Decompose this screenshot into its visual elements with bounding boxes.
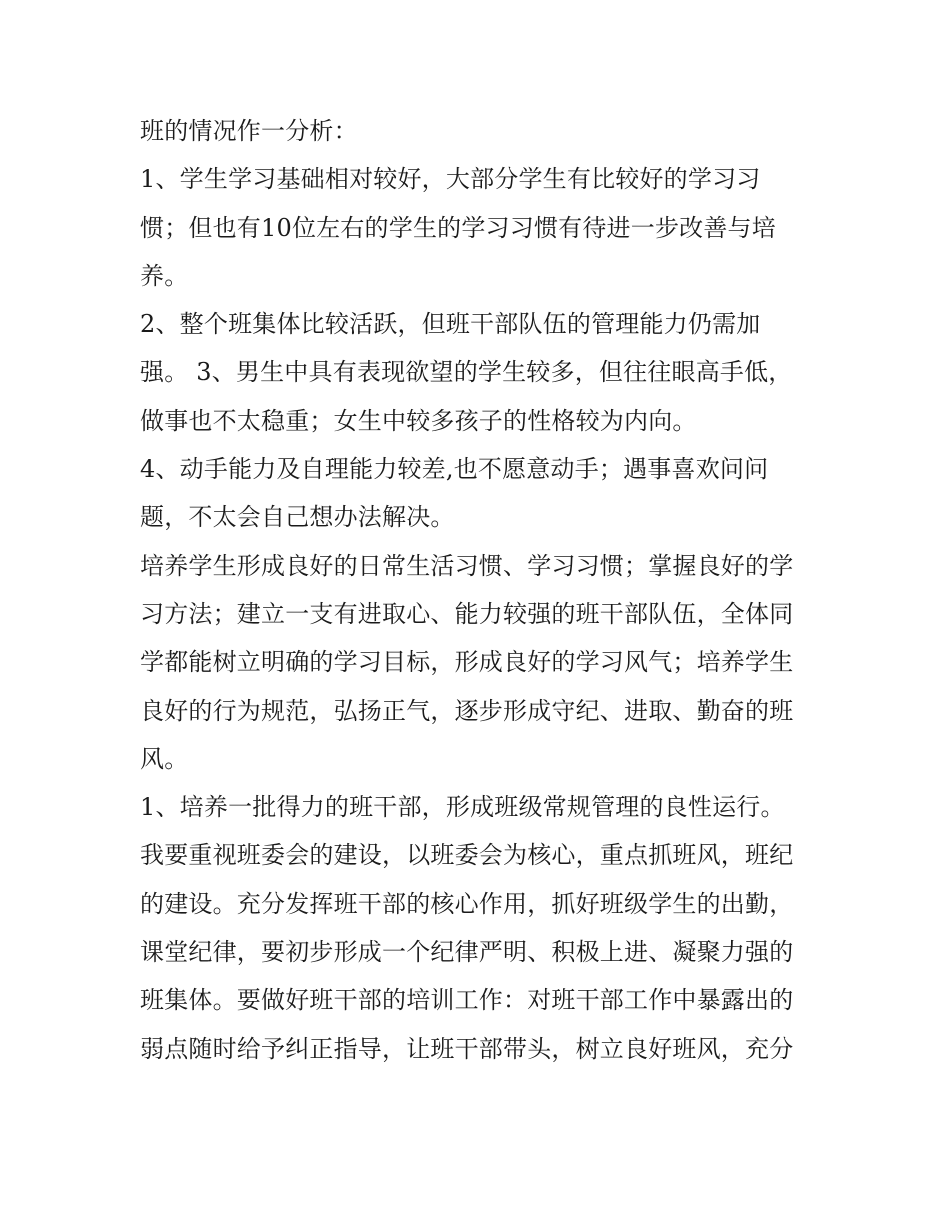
text-line: 我要重视班委会的建设，以班委会为核心，重点抓班风，班纪 <box>140 841 794 870</box>
text-line: 4、动手能力及自理能力较差,也不愿意动手；遇事喜欢问问 <box>140 455 769 484</box>
text-line: 班的情况作一分析： <box>140 117 358 145</box>
text-line: 的建设。充分发挥班干部的核心作用，抓好班级学生的出勤， <box>140 889 794 918</box>
text-line: 学都能树立明确的学习目标，形成良好的学习风气；培养学生 <box>140 648 794 677</box>
text-line: 强。 3、男生中具有表现欲望的学生较多，但往往眼高手低， <box>140 358 793 387</box>
text-line: 惯；但也有10位左右的学生的学习习惯有待进一步改善与培 <box>140 213 776 242</box>
text-line: 1、培养一批得力的班干部，形成班级常规管理的良性运行。 <box>140 793 785 822</box>
text-line: 良好的行为规范，弘扬正气，逐步形成守纪、进取、勤奋的班 <box>140 696 794 725</box>
text-line: 1、学生学习基础相对较好，大部分学生有比较好的学习习 <box>140 165 761 194</box>
text-line: 班集体。要做好班干部的培训工作：对班干部工作中暴露出的 <box>140 986 794 1015</box>
text-line: 风。 <box>140 744 189 773</box>
text-line: 题，不太会自己想办法解决。 <box>140 503 455 532</box>
text-line: 课堂纪律，要初步形成一个纪律严明、积极上进、凝聚力强的 <box>140 938 794 967</box>
text-line: 习方法；建立一支有进取心、能力较强的班干部队伍，全体同 <box>140 599 794 628</box>
text-line: 养。 <box>140 261 189 290</box>
document-body <box>140 107 815 1073</box>
text-line: 做事也不太稳重；女生中较多孩子的性格较为内向。 <box>140 406 697 435</box>
text-line: 弱点随时给予纠正指导，让班干部带头，树立良好班风，充分 <box>140 1034 794 1063</box>
text-line: 2、整个班集体比较活跃，但班干部队伍的管理能力仍需加 <box>140 310 761 339</box>
text-line: 培养学生形成良好的日常生活习惯、学习习惯；掌握良好的学 <box>140 551 794 580</box>
